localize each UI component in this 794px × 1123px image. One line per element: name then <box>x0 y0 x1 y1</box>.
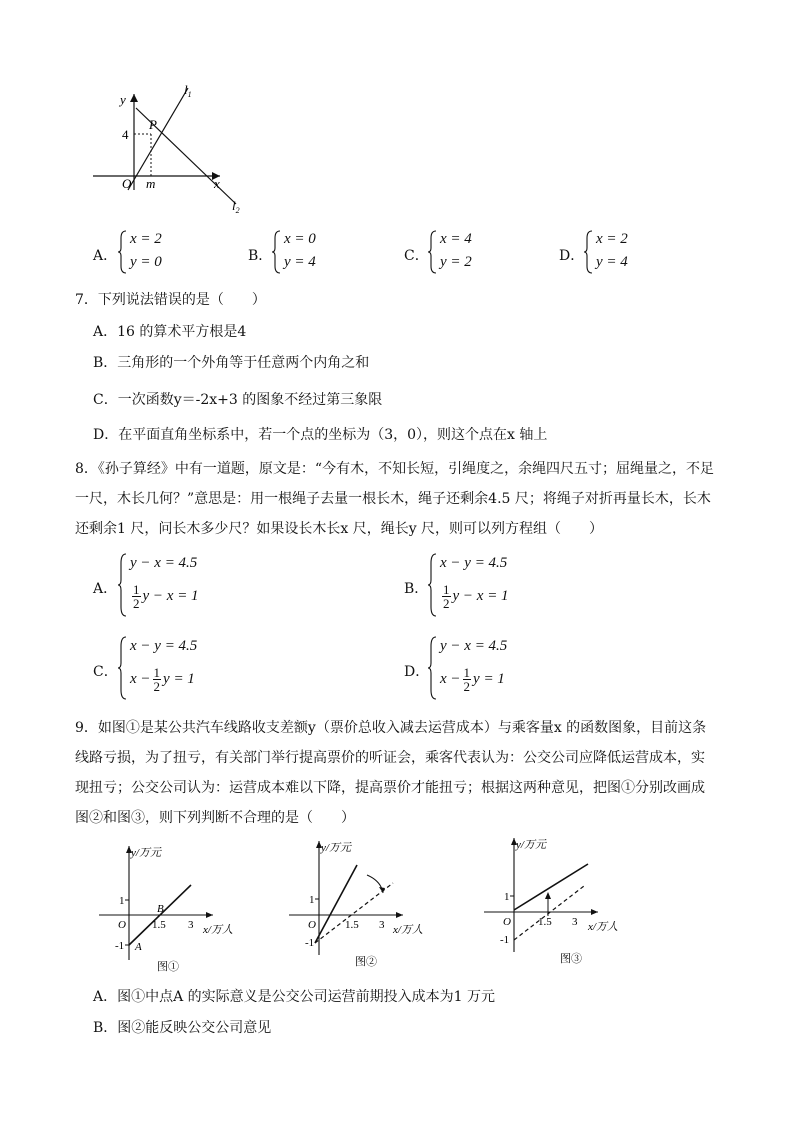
g1-point-a: A <box>135 941 142 953</box>
q8-stem: 8．《孙子算经》中有一道题，原文是：“今有木，不知长短，引绳度之，余绳四尺五寸；屈绳量之，不足一尺，木长几何？”意思是：用一根绳子去量一根长木，绳子还剩余4.5 尺；将绳子对折再量长木，长木还剩余1 尺，问长木多少尺？如果设长木长x 尺，绳长y 尺，则可以列方程组（ ） <box>75 461 715 537</box>
g3-origin: O <box>503 916 511 928</box>
q6-a-eq2: y = 0 <box>130 254 162 270</box>
q9-graph-2 <box>285 835 435 970</box>
g2-tick-1: 1 <box>309 894 315 906</box>
q7-stem: 7．下列说法错误的是（ ） <box>75 292 266 308</box>
q6-c-eq1: x = 4 <box>440 231 472 247</box>
q8-d-frac-num: 1 <box>463 665 471 680</box>
g2-tick-3: 3 <box>379 919 385 931</box>
g1-tick-15: 1.5 <box>152 919 166 931</box>
q8-a-eq2: $\frac{1}{2}$ y − x = 1 <box>133 582 199 611</box>
q6-a-eq1: x = 2 <box>130 231 162 247</box>
q8-b-eq2: $\frac{1}{2}$ y − x = 1 <box>443 582 509 611</box>
g1-ylabel: y/万元 <box>131 847 161 859</box>
q7-option-b[interactable]: B．三角形的一个外角等于任意两个内角之和 <box>93 355 370 371</box>
g2-tick-15: 1.5 <box>345 919 359 931</box>
q8-option-a-label: A． <box>93 581 118 597</box>
q8-d-eq1: y − x = 4.5 <box>440 638 508 654</box>
g3-tick-1: 1 <box>504 891 510 903</box>
g2-xlabel: x/万人 <box>393 924 423 936</box>
q8-b-frac-num: 1 <box>443 582 450 597</box>
q9-option-a[interactable]: A．图①中点A 的实际意义是公交公司运营前期投入成本为1 万元 <box>93 989 496 1005</box>
q8-d-frac-den: 2 <box>463 679 471 694</box>
q8-a-frac-den: 2 <box>133 596 140 611</box>
tick-four-label: 4 <box>122 127 129 142</box>
g3-xlabel: x/万人 <box>588 921 618 933</box>
q7-option-c[interactable]: C．一次函数y＝-2x+3 的图象不经过第三象限 <box>93 392 383 408</box>
q6-option-d-label: D． <box>559 248 585 264</box>
g2-tick-neg1: -1 <box>305 937 315 949</box>
q8-option-d-label: D． <box>404 664 430 680</box>
q8-b-frac-den: 2 <box>443 596 450 611</box>
g1-tick-1: 1 <box>119 895 125 907</box>
q6-c-eq2: y = 2 <box>440 254 472 270</box>
point-p-label: P <box>149 117 157 132</box>
g3-tick-neg1: -1 <box>500 934 510 946</box>
q8-option-c-label: C． <box>93 664 118 680</box>
g1-tick-neg1: -1 <box>115 940 125 952</box>
q6-option-c-label: C． <box>404 248 429 264</box>
x-label: x <box>214 176 220 191</box>
q6-option-b[interactable] <box>272 230 332 274</box>
q8-option-c[interactable] <box>118 636 228 700</box>
intersection-graph <box>88 82 258 222</box>
g1-caption: 图① <box>157 961 179 973</box>
q7-option-d[interactable]: D．在平面直角坐标系中，若一个点的坐标为（3，0），则这个点在x 轴上 <box>93 427 548 443</box>
q8-option-b[interactable] <box>428 553 538 617</box>
q9-graph-3 <box>480 832 630 967</box>
q8-c-eq2: x − $\frac{1}{2}$ y = 1 <box>130 665 195 694</box>
g3-tick-3: 3 <box>572 916 578 928</box>
q9-option-b[interactable]: B．图②能反映公交公司意见 <box>93 1020 272 1036</box>
g1-origin: O <box>118 919 126 931</box>
g2-caption: 图② <box>355 956 377 968</box>
g1-tick-3: 3 <box>188 919 194 931</box>
q8-option-b-label: B． <box>404 581 429 597</box>
g2-origin: O <box>308 919 316 931</box>
q9-graph-1 <box>95 840 245 975</box>
origin-label: O <box>122 176 132 191</box>
q8-b-eq1: x − y = 4.5 <box>440 555 508 571</box>
q6-b-eq2: y = 4 <box>284 254 316 270</box>
q6-option-a[interactable] <box>118 230 178 274</box>
q6-option-a-label: A． <box>93 248 118 264</box>
q6-b-eq1: x = 0 <box>284 231 316 247</box>
g3-tick-15: 1.5 <box>538 916 552 928</box>
q6-option-c[interactable] <box>428 230 488 274</box>
g3-caption: 图③ <box>560 953 582 965</box>
q8-c-frac-den: 2 <box>153 679 161 694</box>
y-label: y <box>120 92 126 107</box>
g3-ylabel: y/万元 <box>516 839 546 851</box>
q6-d-eq1: x = 2 <box>596 231 628 247</box>
l2-label: $l_2$ <box>232 198 240 215</box>
m-label: m <box>146 176 156 191</box>
q6-option-d[interactable] <box>584 230 644 274</box>
q8-c-frac-num: 1 <box>153 665 161 680</box>
g1-point-b: B <box>157 903 164 915</box>
g2-ylabel: y/万元 <box>321 842 351 854</box>
q8-c-eq1: x − y = 4.5 <box>130 638 198 654</box>
q8-option-a[interactable] <box>118 553 228 617</box>
q8-a-frac-num: 1 <box>133 582 140 597</box>
q8-a-eq1: y − x = 4.5 <box>130 555 198 571</box>
q6-d-eq2: y = 4 <box>596 254 628 270</box>
q6-option-b-label: B． <box>248 248 273 264</box>
line-l1 <box>128 88 188 190</box>
g1-xlabel: x/万人 <box>203 924 233 936</box>
l1-label: $l_1$ <box>184 82 192 99</box>
q8-option-d[interactable] <box>428 636 538 700</box>
q7-option-a[interactable]: A．16 的算术平方根是4 <box>93 324 247 340</box>
q9-stem: 9．如图①是某公共汽车线路收支差额y（票价总收入减去运营成本）与乘客量x 的函数图象，目前这条线路亏损，为了扭亏，有关部门举行提高票价的听证会，乘客代表认为：公交公司应降低运营成本，实现扭亏；公交公司认为：运营成本难以下降，提高票价才能扭亏；根据这两种意见，把图①分别改画成图②和图③，则下列判断不合理的是（ ） <box>75 720 707 826</box>
q8-d-eq2: x − $\frac{1}{2}$ y = 1 <box>440 665 505 694</box>
